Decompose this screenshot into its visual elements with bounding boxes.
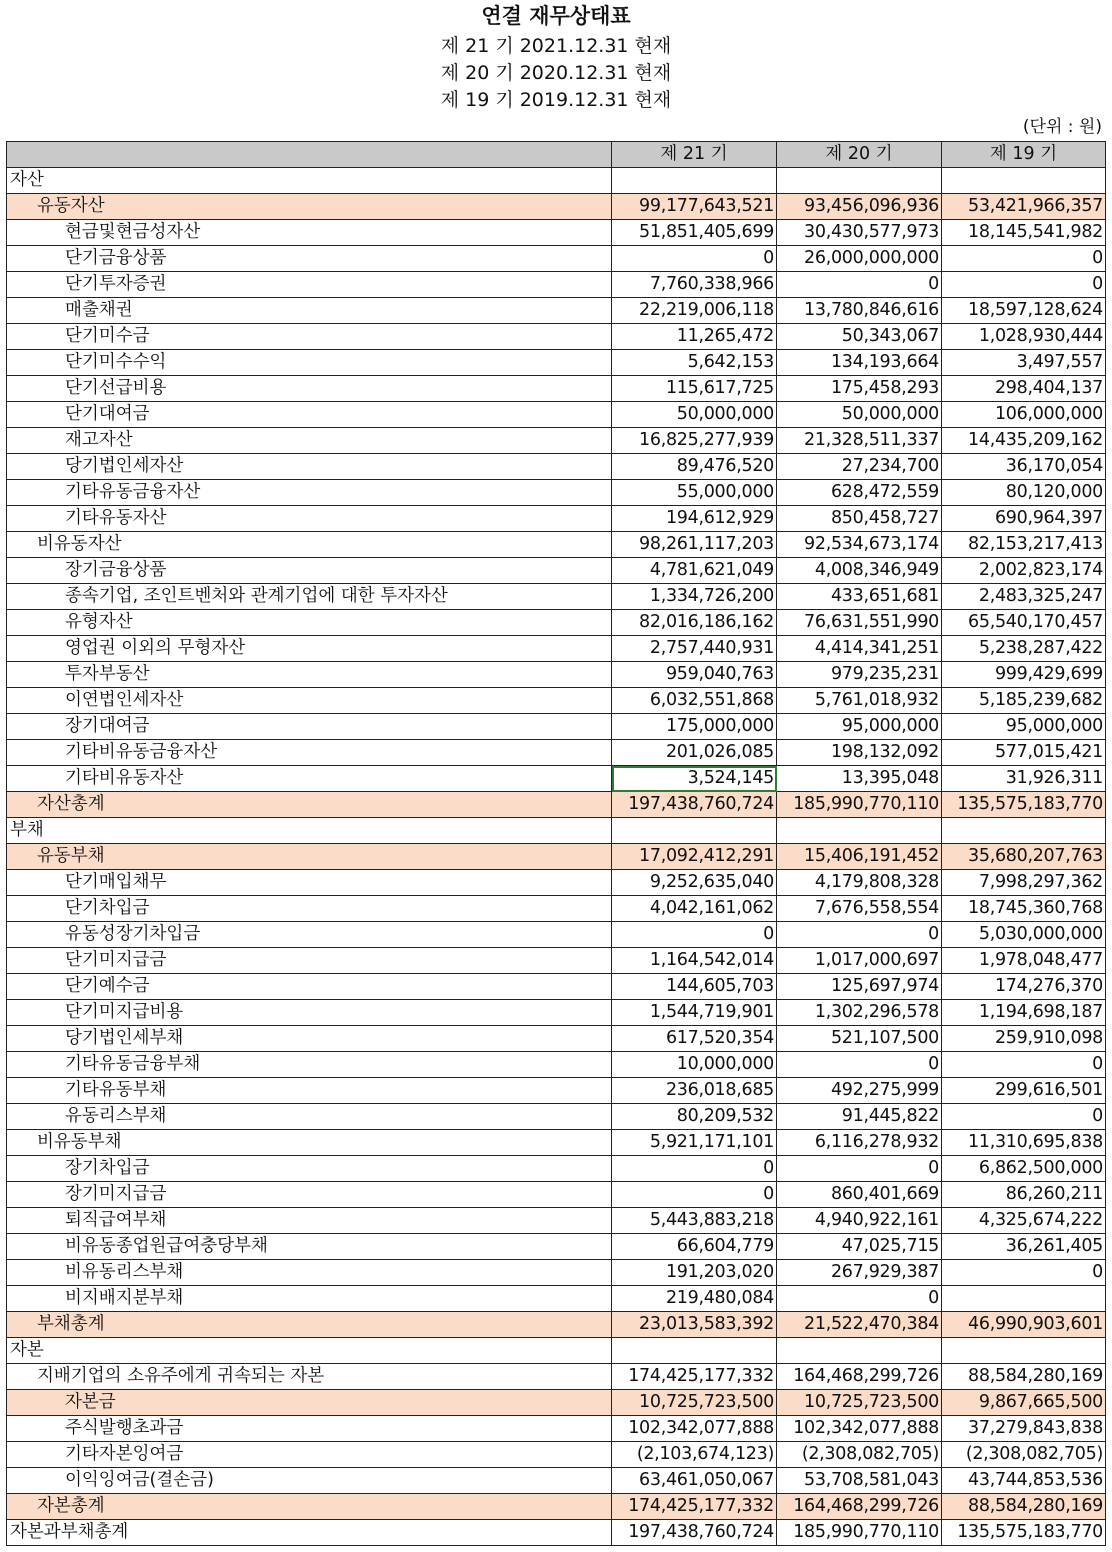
- amount-cell-period-21[interactable]: 0: [612, 922, 777, 948]
- table-row: [7, 1494, 1106, 1520]
- amount-cell-period-21[interactable]: 3,524,145: [612, 766, 777, 792]
- amount-cell-period-21[interactable]: 22,219,006,118: [612, 298, 777, 324]
- amount-cell-period-19[interactable]: 46,990,903,601: [942, 1312, 1106, 1338]
- account-name-cell[interactable]: 비유동리스부채: [7, 1260, 612, 1286]
- table-row: [7, 1000, 1106, 1026]
- amount-cell-period-19[interactable]: 4,325,674,222: [942, 1208, 1106, 1234]
- amount-cell-period-21[interactable]: 4,042,161,062: [612, 896, 777, 922]
- amount-cell-period-21[interactable]: 197,438,760,724: [612, 792, 777, 818]
- amount-cell-period-20[interactable]: 1,017,000,697: [777, 948, 942, 974]
- table-row: [7, 1312, 1106, 1338]
- amount-cell-period-20[interactable]: 1,302,296,578: [777, 1000, 942, 1026]
- amount-cell-period-20[interactable]: 27,234,700: [777, 454, 942, 480]
- table-row: [7, 194, 1106, 220]
- account-name-cell[interactable]: 기타유동자산: [7, 506, 612, 532]
- amount-cell-period-20[interactable]: (2,308,082,705): [777, 1442, 942, 1468]
- amount-cell-period-20[interactable]: 7,676,558,554: [777, 896, 942, 922]
- account-name-cell[interactable]: 유동성장기차입금: [7, 922, 612, 948]
- table-row: [7, 974, 1106, 1000]
- amount-cell-period-19[interactable]: 1,028,930,444: [942, 324, 1106, 350]
- account-name-cell[interactable]: 기타자본잉여금: [7, 1442, 612, 1468]
- amount-cell-period-20[interactable]: [777, 1338, 942, 1364]
- amount-cell-period-20[interactable]: 433,651,681: [777, 584, 942, 610]
- header-cell-account[interactable]: [7, 142, 612, 168]
- amount-cell-period-19[interactable]: 690,964,397: [942, 506, 1106, 532]
- amount-cell-period-19[interactable]: 2,002,823,174: [942, 558, 1106, 584]
- amount-cell-period-21[interactable]: 98,261,117,203: [612, 532, 777, 558]
- account-name-cell[interactable]: 기타유동금융자산: [7, 480, 612, 506]
- amount-cell-period-21[interactable]: [612, 818, 777, 844]
- amount-cell-period-20[interactable]: [777, 818, 942, 844]
- amount-cell-period-19[interactable]: [942, 818, 1106, 844]
- amount-cell-period-19[interactable]: 80,120,000: [942, 480, 1106, 506]
- account-name-cell[interactable]: 단기매입채무: [7, 870, 612, 896]
- amount-cell-period-21[interactable]: 174,425,177,332: [612, 1364, 777, 1390]
- amount-cell-period-20[interactable]: 102,342,077,888: [777, 1416, 942, 1442]
- amount-cell-period-21[interactable]: 80,209,532: [612, 1104, 777, 1130]
- unit-label: (단위 : 원): [1022, 117, 1102, 137]
- amount-cell-period-20[interactable]: 979,235,231: [777, 662, 942, 688]
- account-name-cell[interactable]: 영업권 이외의 무형자산: [7, 636, 612, 662]
- table-row: [7, 870, 1106, 896]
- amount-cell-period-20[interactable]: 185,990,770,110: [777, 792, 942, 818]
- amount-cell-period-19[interactable]: 5,185,239,682: [942, 688, 1106, 714]
- account-name-cell[interactable]: 현금및현금성자산: [7, 220, 612, 246]
- amount-cell-period-19[interactable]: 106,000,000: [942, 402, 1106, 428]
- amount-cell-period-19[interactable]: 37,279,843,838: [942, 1416, 1106, 1442]
- table-row: [7, 792, 1106, 818]
- account-name-cell[interactable]: 단기금융상품: [7, 246, 612, 272]
- table-row: [7, 298, 1106, 324]
- account-name-cell[interactable]: 단기차입금: [7, 896, 612, 922]
- amount-cell-period-19[interactable]: 0: [942, 272, 1106, 298]
- amount-cell-period-19[interactable]: 14,435,209,162: [942, 428, 1106, 454]
- amount-cell-period-19[interactable]: 43,744,853,536: [942, 1468, 1106, 1494]
- amount-cell-period-20[interactable]: 13,395,048: [777, 766, 942, 792]
- table-row: [7, 1156, 1106, 1182]
- amount-cell-period-21[interactable]: 50,000,000: [612, 402, 777, 428]
- amount-cell-period-20[interactable]: 198,132,092: [777, 740, 942, 766]
- amount-cell-period-21[interactable]: 1,544,719,901: [612, 1000, 777, 1026]
- amount-cell-period-21[interactable]: 959,040,763: [612, 662, 777, 688]
- amount-cell-period-21[interactable]: 0: [612, 1182, 777, 1208]
- amount-cell-period-21[interactable]: 1,164,542,014: [612, 948, 777, 974]
- amount-cell-period-21[interactable]: 16,825,277,939: [612, 428, 777, 454]
- table-row: [7, 1520, 1106, 1546]
- account-name-cell[interactable]: 기타유동금융부채: [7, 1052, 612, 1078]
- account-name-cell[interactable]: 유동부채: [7, 844, 612, 870]
- amount-cell-period-19[interactable]: 0: [942, 1052, 1106, 1078]
- table-row: [7, 428, 1106, 454]
- amount-cell-period-21[interactable]: 5,443,883,218: [612, 1208, 777, 1234]
- amount-cell-period-19[interactable]: 88,584,280,169: [942, 1364, 1106, 1390]
- amount-cell-period-21[interactable]: 10,725,723,500: [612, 1390, 777, 1416]
- account-name-cell[interactable]: 투자부동산: [7, 662, 612, 688]
- amount-cell-period-21[interactable]: 0: [612, 1156, 777, 1182]
- amount-cell-period-21[interactable]: 2,757,440,931: [612, 636, 777, 662]
- amount-cell-period-19[interactable]: 0: [942, 246, 1106, 272]
- amount-cell-period-20[interactable]: 267,929,387: [777, 1260, 942, 1286]
- account-name-cell[interactable]: 당기법인세자산: [7, 454, 612, 480]
- amount-cell-period-20[interactable]: 0: [777, 272, 942, 298]
- table-row: [7, 1390, 1106, 1416]
- table-row: [7, 480, 1106, 506]
- amount-cell-period-21[interactable]: 66,604,779: [612, 1234, 777, 1260]
- amount-cell-period-20[interactable]: 50,000,000: [777, 402, 942, 428]
- amount-cell-period-20[interactable]: 92,534,673,174: [777, 532, 942, 558]
- account-name-cell[interactable]: 단기미수금: [7, 324, 612, 350]
- account-name-cell[interactable]: 기타유동부채: [7, 1078, 612, 1104]
- amount-cell-period-19[interactable]: 6,862,500,000: [942, 1156, 1106, 1182]
- table-row: [7, 1442, 1106, 1468]
- amount-cell-period-21[interactable]: 89,476,520: [612, 454, 777, 480]
- account-name-cell[interactable]: 비지배지분부채: [7, 1286, 612, 1312]
- amount-cell-period-20[interactable]: 521,107,500: [777, 1026, 942, 1052]
- amount-cell-period-21[interactable]: 51,851,405,699: [612, 220, 777, 246]
- amount-cell-period-20[interactable]: 4,940,922,161: [777, 1208, 942, 1234]
- amount-cell-period-21[interactable]: 17,092,412,291: [612, 844, 777, 870]
- amount-cell-period-19[interactable]: 2,483,325,247: [942, 584, 1106, 610]
- amount-cell-period-19[interactable]: 18,745,360,768: [942, 896, 1106, 922]
- account-name-cell[interactable]: 종속기업, 조인트벤처와 관계기업에 대한 투자자산: [7, 584, 612, 610]
- amount-cell-period-19[interactable]: 7,998,297,362: [942, 870, 1106, 896]
- amount-cell-period-20[interactable]: 13,780,846,616: [777, 298, 942, 324]
- amount-cell-period-20[interactable]: 6,116,278,932: [777, 1130, 942, 1156]
- amount-cell-period-19[interactable]: 3,497,557: [942, 350, 1106, 376]
- account-name-cell[interactable]: 자본금: [7, 1390, 612, 1416]
- account-name-cell[interactable]: 장기금융상품: [7, 558, 612, 584]
- period-line-19: 제 19 기 2019.12.31 현재: [440, 89, 672, 111]
- account-name-cell[interactable]: 단기미지급금: [7, 948, 612, 974]
- amount-cell-period-20[interactable]: 21,328,511,337: [777, 428, 942, 454]
- amount-cell-period-20[interactable]: 10,725,723,500: [777, 1390, 942, 1416]
- table-row: [7, 1468, 1106, 1494]
- table-row: [7, 688, 1106, 714]
- amount-cell-period-19[interactable]: 135,575,183,770: [942, 792, 1106, 818]
- amount-cell-period-21[interactable]: 11,265,472: [612, 324, 777, 350]
- amount-cell-period-20[interactable]: 15,406,191,452: [777, 844, 942, 870]
- amount-cell-period-19[interactable]: 135,575,183,770: [942, 1520, 1106, 1546]
- amount-cell-period-20[interactable]: 164,468,299,726: [777, 1494, 942, 1520]
- account-name-cell[interactable]: 비유동자산: [7, 532, 612, 558]
- amount-cell-period-21[interactable]: 6,032,551,868: [612, 688, 777, 714]
- amount-cell-period-19[interactable]: 65,540,170,457: [942, 610, 1106, 636]
- amount-cell-period-20[interactable]: 91,445,822: [777, 1104, 942, 1130]
- amount-cell-period-21[interactable]: 617,520,354: [612, 1026, 777, 1052]
- amount-cell-period-20[interactable]: 4,008,346,949: [777, 558, 942, 584]
- account-name-cell[interactable]: 유형자산: [7, 610, 612, 636]
- amount-cell-period-20[interactable]: 0: [777, 1286, 942, 1312]
- amount-cell-period-21[interactable]: 0: [612, 246, 777, 272]
- amount-cell-period-20[interactable]: 95,000,000: [777, 714, 942, 740]
- amount-cell-period-19[interactable]: [942, 168, 1106, 194]
- amount-cell-period-19[interactable]: 82,153,217,413: [942, 532, 1106, 558]
- amount-cell-period-21[interactable]: [612, 168, 777, 194]
- amount-cell-period-21[interactable]: 219,480,084: [612, 1286, 777, 1312]
- table-row: [7, 1182, 1106, 1208]
- amount-cell-period-21[interactable]: 23,013,583,392: [612, 1312, 777, 1338]
- account-name-cell[interactable]: 단기미수수익: [7, 350, 612, 376]
- table-row: [7, 1260, 1106, 1286]
- account-name-cell[interactable]: 주식발행초과금: [7, 1416, 612, 1442]
- table-row: [7, 350, 1106, 376]
- table-row: [7, 1338, 1106, 1364]
- table-row: [7, 246, 1106, 272]
- amount-cell-period-19[interactable]: 0: [942, 1260, 1106, 1286]
- amount-cell-period-19[interactable]: 1,194,698,187: [942, 1000, 1106, 1026]
- amount-cell-period-19[interactable]: 88,584,280,169: [942, 1494, 1106, 1520]
- table-row: [7, 1208, 1106, 1234]
- amount-cell-period-19[interactable]: 259,910,098: [942, 1026, 1106, 1052]
- amount-cell-period-20[interactable]: 860,401,669: [777, 1182, 942, 1208]
- table-row: [7, 1052, 1106, 1078]
- table-row: [7, 1026, 1106, 1052]
- account-name-cell[interactable]: 유동리스부채: [7, 1104, 612, 1130]
- amount-cell-period-19[interactable]: 174,276,370: [942, 974, 1106, 1000]
- table-row: [7, 714, 1106, 740]
- amount-cell-period-21[interactable]: 194,612,929: [612, 506, 777, 532]
- account-name-cell[interactable]: 장기차입금: [7, 1156, 612, 1182]
- account-name-cell[interactable]: 자본: [7, 1338, 612, 1364]
- table-row: [7, 1130, 1106, 1156]
- account-name-cell[interactable]: 당기법인세부채: [7, 1026, 612, 1052]
- amount-cell-period-20[interactable]: 492,275,999: [777, 1078, 942, 1104]
- table-header-row: [7, 142, 1106, 168]
- amount-cell-period-20[interactable]: 30,430,577,973: [777, 220, 942, 246]
- amount-cell-period-21[interactable]: 7,760,338,966: [612, 272, 777, 298]
- account-name-cell[interactable]: 비유동종업원급여충당부채: [7, 1234, 612, 1260]
- amount-cell-period-20[interactable]: 134,193,664: [777, 350, 942, 376]
- amount-cell-period-21[interactable]: 9,252,635,040: [612, 870, 777, 896]
- account-name-cell[interactable]: 부채: [7, 818, 612, 844]
- amount-cell-period-20[interactable]: 185,990,770,110: [777, 1520, 942, 1546]
- amount-cell-period-20[interactable]: 125,697,974: [777, 974, 942, 1000]
- table-row: [7, 948, 1106, 974]
- table-row: [7, 662, 1106, 688]
- table-row: [7, 818, 1106, 844]
- account-name-cell[interactable]: 단기대여금: [7, 402, 612, 428]
- account-name-cell[interactable]: 부채총계: [7, 1312, 612, 1338]
- amount-cell-period-19[interactable]: 0: [942, 1104, 1106, 1130]
- account-name-cell[interactable]: 지배기업의 소유주에게 귀속되는 자본: [7, 1364, 612, 1390]
- account-name-cell[interactable]: 자산총계: [7, 792, 612, 818]
- account-name-cell[interactable]: 이연법인세자산: [7, 688, 612, 714]
- amount-cell-period-21[interactable]: 191,203,020: [612, 1260, 777, 1286]
- header-cell-period-21[interactable]: 제 21 기: [612, 142, 777, 168]
- amount-cell-period-20[interactable]: 76,631,551,990: [777, 610, 942, 636]
- amount-cell-period-21[interactable]: 4,781,621,049: [612, 558, 777, 584]
- table-row: [7, 558, 1106, 584]
- amount-cell-period-21[interactable]: 174,425,177,332: [612, 1494, 777, 1520]
- balance-sheet-table: [6, 141, 1106, 1546]
- amount-cell-period-19[interactable]: [942, 1286, 1106, 1312]
- account-name-cell[interactable]: 단기예수금: [7, 974, 612, 1000]
- account-name-cell[interactable]: 자산: [7, 168, 612, 194]
- account-name-cell[interactable]: 비유동부채: [7, 1130, 612, 1156]
- account-name-cell[interactable]: 자본총계: [7, 1494, 612, 1520]
- account-name-cell[interactable]: 단기투자증권: [7, 272, 612, 298]
- amount-cell-period-19[interactable]: 36,170,054: [942, 454, 1106, 480]
- amount-cell-period-19[interactable]: 577,015,421: [942, 740, 1106, 766]
- account-name-cell[interactable]: 자본과부채총계: [7, 1520, 612, 1546]
- amount-cell-period-21[interactable]: (2,103,674,123): [612, 1442, 777, 1468]
- table-row: [7, 220, 1106, 246]
- amount-cell-period-21[interactable]: [612, 1338, 777, 1364]
- amount-cell-period-21[interactable]: 1,334,726,200: [612, 584, 777, 610]
- amount-cell-period-21[interactable]: 115,617,725: [612, 376, 777, 402]
- table-row: [7, 1364, 1106, 1390]
- amount-cell-period-21[interactable]: 236,018,685: [612, 1078, 777, 1104]
- statement-title: 연결 재무상태표: [481, 4, 631, 28]
- amount-cell-period-20[interactable]: 0: [777, 1156, 942, 1182]
- amount-cell-period-21[interactable]: 144,605,703: [612, 974, 777, 1000]
- amount-cell-period-20[interactable]: 4,414,341,251: [777, 636, 942, 662]
- amount-cell-period-19[interactable]: 31,926,311: [942, 766, 1106, 792]
- amount-cell-period-20[interactable]: 47,025,715: [777, 1234, 942, 1260]
- table-row: [7, 1078, 1106, 1104]
- amount-cell-period-19[interactable]: 86,260,211: [942, 1182, 1106, 1208]
- amount-cell-period-21[interactable]: 63,461,050,067: [612, 1468, 777, 1494]
- account-name-cell[interactable]: 이익잉여금(결손금): [7, 1468, 612, 1494]
- amount-cell-period-19[interactable]: 298,404,137: [942, 376, 1106, 402]
- table-row: [7, 454, 1106, 480]
- amount-cell-period-19[interactable]: 18,145,541,982: [942, 220, 1106, 246]
- amount-cell-period-19[interactable]: 5,030,000,000: [942, 922, 1106, 948]
- table-row: [7, 506, 1106, 532]
- amount-cell-period-19[interactable]: 299,616,501: [942, 1078, 1106, 1104]
- amount-cell-period-19[interactable]: 1,978,048,477: [942, 948, 1106, 974]
- amount-cell-period-19[interactable]: 999,429,699: [942, 662, 1106, 688]
- table-row: [7, 324, 1106, 350]
- amount-cell-period-19[interactable]: 9,867,665,500: [942, 1390, 1106, 1416]
- account-name-cell[interactable]: 매출채권: [7, 298, 612, 324]
- amount-cell-period-19[interactable]: 36,261,405: [942, 1234, 1106, 1260]
- table-row: [7, 532, 1106, 558]
- amount-cell-period-19[interactable]: 53,421,966,357: [942, 194, 1106, 220]
- table-row: [7, 844, 1106, 870]
- amount-cell-period-20[interactable]: 628,472,559: [777, 480, 942, 506]
- amount-cell-period-21[interactable]: 99,177,643,521: [612, 194, 777, 220]
- amount-cell-period-20[interactable]: [777, 168, 942, 194]
- account-name-cell[interactable]: 기타비유동자산: [7, 766, 612, 792]
- amount-cell-period-20[interactable]: 175,458,293: [777, 376, 942, 402]
- table-row: [7, 636, 1106, 662]
- amount-cell-period-20[interactable]: 53,708,581,043: [777, 1468, 942, 1494]
- table-row: [7, 1234, 1106, 1260]
- account-name-cell[interactable]: 유동자산: [7, 194, 612, 220]
- account-name-cell[interactable]: 퇴직급여부채: [7, 1208, 612, 1234]
- table-row: [7, 1416, 1106, 1442]
- amount-cell-period-20[interactable]: 5,761,018,932: [777, 688, 942, 714]
- amount-cell-period-20[interactable]: 0: [777, 922, 942, 948]
- account-name-cell[interactable]: 재고자산: [7, 428, 612, 454]
- amount-cell-period-20[interactable]: 4,179,808,328: [777, 870, 942, 896]
- account-name-cell[interactable]: 기타비유동금융자산: [7, 740, 612, 766]
- amount-cell-period-19[interactable]: 35,680,207,763: [942, 844, 1106, 870]
- table-row: [7, 1104, 1106, 1130]
- amount-cell-period-20[interactable]: 50,343,067: [777, 324, 942, 350]
- account-name-cell[interactable]: 단기미지급비용: [7, 1000, 612, 1026]
- amount-cell-period-19[interactable]: 11,310,695,838: [942, 1130, 1106, 1156]
- table-row: [7, 584, 1106, 610]
- amount-cell-period-19[interactable]: (2,308,082,705): [942, 1442, 1106, 1468]
- header-cell-period-19[interactable]: 제 19 기: [942, 142, 1106, 168]
- amount-cell-period-19[interactable]: 18,597,128,624: [942, 298, 1106, 324]
- account-name-cell[interactable]: 단기선급비용: [7, 376, 612, 402]
- amount-cell-period-19[interactable]: 95,000,000: [942, 714, 1106, 740]
- amount-cell-period-20[interactable]: 93,456,096,936: [777, 194, 942, 220]
- amount-cell-period-19[interactable]: [942, 1338, 1106, 1364]
- period-line-20: 제 20 기 2020.12.31 현재: [440, 62, 672, 84]
- table-row: [7, 896, 1106, 922]
- amount-cell-period-21[interactable]: 5,642,153: [612, 350, 777, 376]
- amount-cell-period-21[interactable]: 5,921,171,101: [612, 1130, 777, 1156]
- amount-cell-period-21[interactable]: 201,026,085: [612, 740, 777, 766]
- amount-cell-period-19[interactable]: 5,238,287,422: [942, 636, 1106, 662]
- table-row: [7, 922, 1106, 948]
- table-row: [7, 376, 1106, 402]
- table-row: [7, 272, 1106, 298]
- table-row: [7, 740, 1106, 766]
- table-row: [7, 168, 1106, 194]
- amount-cell-period-21[interactable]: 82,016,186,162: [612, 610, 777, 636]
- period-line-21: 제 21 기 2021.12.31 현재: [440, 35, 672, 57]
- amount-cell-period-20[interactable]: 850,458,727: [777, 506, 942, 532]
- table-row: [7, 1286, 1106, 1312]
- amount-cell-period-20[interactable]: 164,468,299,726: [777, 1364, 942, 1390]
- amount-cell-period-20[interactable]: 0: [777, 1052, 942, 1078]
- amount-cell-period-20[interactable]: 26,000,000,000: [777, 246, 942, 272]
- amount-cell-period-21[interactable]: 102,342,077,888: [612, 1416, 777, 1442]
- amount-cell-period-21[interactable]: 175,000,000: [612, 714, 777, 740]
- amount-cell-period-21[interactable]: 55,000,000: [612, 480, 777, 506]
- amount-cell-period-20[interactable]: 21,522,470,384: [777, 1312, 942, 1338]
- header-cell-period-20[interactable]: 제 20 기: [777, 142, 942, 168]
- table-row: [7, 610, 1106, 636]
- account-name-cell[interactable]: 장기대여금: [7, 714, 612, 740]
- amount-cell-period-21[interactable]: 10,000,000: [612, 1052, 777, 1078]
- amount-cell-period-21[interactable]: 197,438,760,724: [612, 1520, 777, 1546]
- table-row: [7, 766, 1106, 792]
- account-name-cell[interactable]: 장기미지급금: [7, 1182, 612, 1208]
- table-row: [7, 402, 1106, 428]
